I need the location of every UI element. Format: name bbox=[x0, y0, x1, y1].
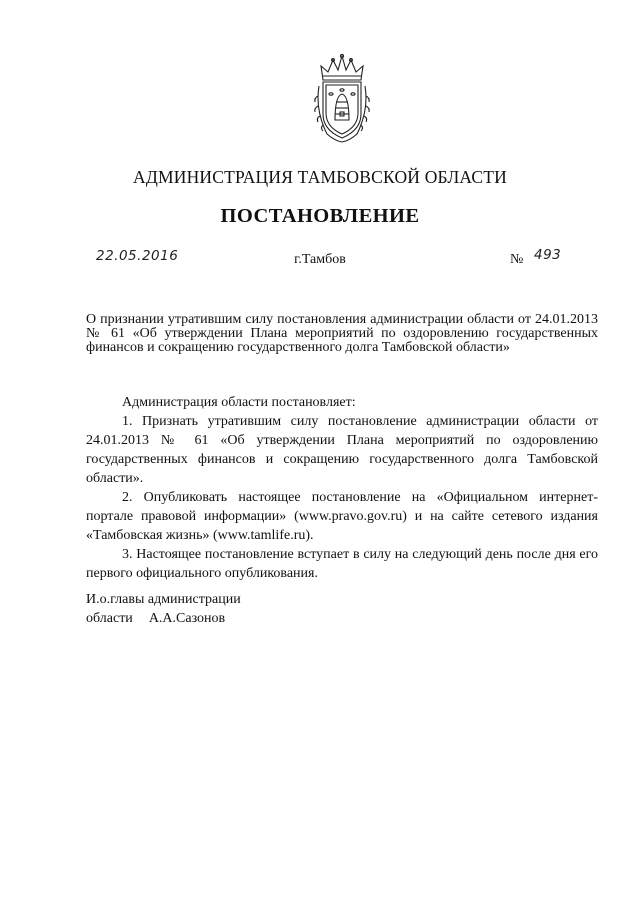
signatory-position: И.о.главы администрации bbox=[86, 592, 241, 607]
signatory-position-cont: области bbox=[86, 611, 133, 626]
document-date: 22.05.2016 bbox=[96, 248, 179, 264]
body-item-2: 2. Опубликовать настоящее постановление на «Официальном интернет-портале правовой информации» (www.pravo.gov.ru) и на сайте сетевого издания «Тамбовская жизнь» (www.tamlife.ru). bbox=[86, 490, 598, 543]
body-intro: Администрация области постановляет: bbox=[122, 395, 356, 410]
body-item-3: 3. Настоящее постановление вступает в силу на следующий день после дня его первого официального опубликования. bbox=[86, 547, 598, 581]
document-number-label: № bbox=[510, 252, 524, 267]
document-subject: О признании утратившим силу постановления администрации области от 24.01.2013 № 61 «Об утверждении Плана мероприятий по оздоровлению государственных финансов и сокращению государственного долга Тамбовской области» bbox=[86, 312, 598, 355]
signatory-name: А.А.Сазонов bbox=[148, 611, 226, 626]
signature-row bbox=[86, 609, 386, 628]
organization-name: АДМИНИСТРАЦИЯ ТАМБОВСКОЙ ОБЛАСТИ bbox=[133, 167, 507, 187]
document-type-title: ПОСТАНОВЛЕНИЕ bbox=[220, 205, 420, 227]
document-number: 493 bbox=[534, 247, 562, 263]
body-item-1: 1. Признать утратившим силу постановление администрации области от 24.01.2013 № 61 «Об утверждении Плана мероприятий по оздоровлению государственных финансов и сокращению государственного долга Тамбовской области». bbox=[86, 414, 598, 486]
signature-block bbox=[86, 590, 386, 628]
document-body bbox=[86, 393, 598, 583]
document-city: г.Тамбов bbox=[294, 252, 346, 267]
tambov-coat-of-arms-icon bbox=[311, 50, 373, 145]
